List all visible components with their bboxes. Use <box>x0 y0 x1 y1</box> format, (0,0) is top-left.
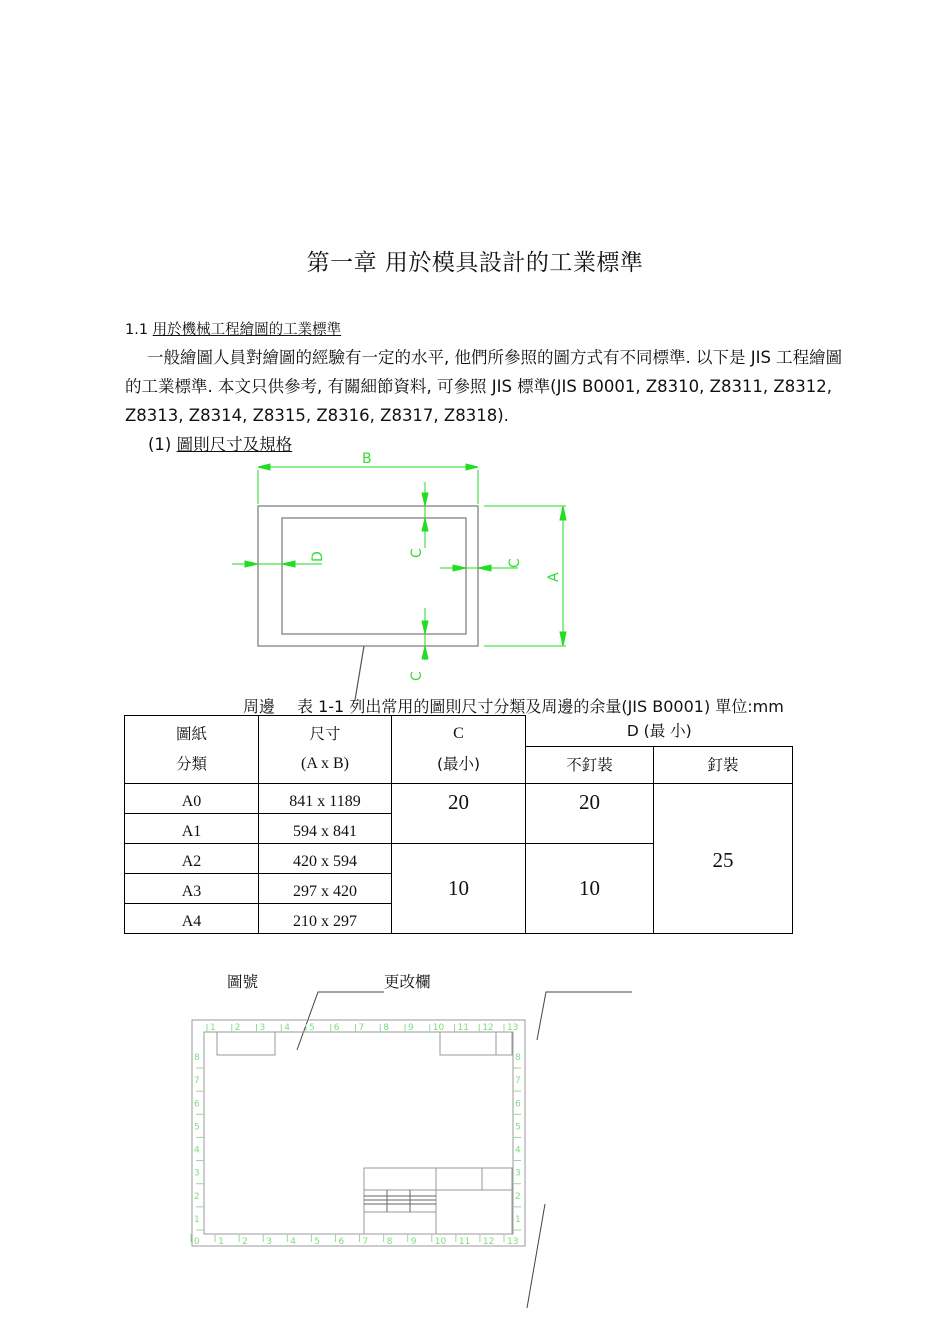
left-scale-label: 7 <box>194 1076 200 1087</box>
bottom-scale-label: 2 <box>242 1237 248 1247</box>
left-scale-label: 4 <box>194 1145 200 1156</box>
label-b: B <box>362 451 372 467</box>
section-number: 1.1 <box>125 322 149 338</box>
header-c: C (最小) <box>392 716 526 784</box>
right-scale-label: 7 <box>515 1076 521 1087</box>
outer-sheet-outline <box>258 506 478 646</box>
top-scale-label: 8 <box>383 1023 389 1033</box>
left-scale-label: 8 <box>194 1053 200 1063</box>
label-c-bottom: C <box>409 671 425 681</box>
top-scale-label: 11 <box>457 1023 469 1033</box>
table-cell-d-bound: 25 <box>654 783 793 933</box>
page-title: 第一章 用於模具設計的工業標準 <box>306 250 644 276</box>
left-scale-label: 2 <box>194 1191 200 1202</box>
bottom-scale-label: 1 <box>218 1237 224 1247</box>
leader-line-border <box>355 646 364 700</box>
left-scale-label: 3 <box>194 1168 200 1179</box>
right-scale-label: 2 <box>515 1191 521 1202</box>
bottom-scale-label: 0 <box>194 1237 200 1247</box>
header-d: D (最 小) <box>526 716 793 747</box>
right-scale-label: 6 <box>515 1099 521 1110</box>
top-scale-label: 6 <box>333 1023 340 1033</box>
bottom-scale-label: 13 <box>507 1237 519 1247</box>
table-cell-size: 594 x 841 <box>259 813 392 843</box>
top-scale-label: 7 <box>358 1023 365 1033</box>
bottom-scale-label: 6 <box>338 1237 345 1247</box>
right-scale-label: 3 <box>515 1168 521 1179</box>
top-scale-label: 4 <box>284 1023 290 1033</box>
bottom-scale-label: 10 <box>434 1237 447 1247</box>
label-c-top: C <box>409 548 425 558</box>
bottom-scale-label: 4 <box>290 1237 297 1247</box>
header-paper: 圖紙 分類 <box>125 716 259 784</box>
bottom-scale-label: 12 <box>482 1237 495 1247</box>
table-cell-c: 20 <box>392 783 526 843</box>
left-scale-label: 5 <box>194 1122 200 1133</box>
top-scale-label: 12 <box>482 1023 494 1033</box>
table-cell-size: 841 x 1189 <box>259 783 392 813</box>
top-scale-label: 9 <box>408 1023 414 1033</box>
left-scale-label: 6 <box>194 1099 200 1110</box>
inner-frame-outline <box>282 518 466 634</box>
caption-lead: 周邊 <box>243 697 276 716</box>
top-scale-label: 1 <box>210 1023 216 1033</box>
left-scale-label: 1 <box>194 1215 200 1225</box>
section-title: 用於機械工程繪圖的工業標準 <box>152 322 342 338</box>
label-a: A <box>546 572 562 582</box>
frame-outline <box>204 1032 513 1234</box>
top-scale-label: 2 <box>234 1023 241 1033</box>
drawing-frame-diagram <box>0 960 950 1344</box>
bottom-scale-label: 9 <box>410 1237 417 1247</box>
table-cell-d-unbound: 20 <box>526 783 654 843</box>
top-scale-label: 10 <box>432 1023 445 1033</box>
right-scale-label: 4 <box>515 1145 521 1156</box>
top-scale-label: 3 <box>259 1023 266 1033</box>
header-d-bound: 釘裝 <box>654 746 793 783</box>
paragraph-text: 一般繪圖人員對繪圖的經驗有一定的水平, 他們所參照的圖方式有不同標準. 以下是 JIS 工程繪圖的工業標準. 本文只供參考, 有關細節資料, 可參照 JIS 標準(JIS B0001, Z8310, Z8311, Z8312, Z8313, Z8314, Z8315, Z8316, Z8317, Z8318). <box>125 348 843 425</box>
top-scale-label: 5 <box>309 1023 315 1033</box>
label-drawing-number: 圖號 <box>227 973 259 991</box>
sheet-outline <box>192 1020 525 1246</box>
table-cell-c: 10 <box>392 843 526 933</box>
table-cell-paper: A3 <box>125 873 259 903</box>
label-revision-column: 更改欄 <box>384 973 431 991</box>
label-c-right: C <box>507 558 523 568</box>
bottom-scale-label: 8 <box>386 1237 393 1247</box>
header-d-unbound: 不釘裝 <box>526 746 654 783</box>
title-block <box>364 1168 512 1234</box>
revision-box <box>440 1032 512 1055</box>
header-size: 尺寸 (A x B) <box>259 716 392 784</box>
leader-line-drawing-number <box>297 992 384 1050</box>
right-scale-label: 8 <box>515 1053 521 1063</box>
caption-text: 表 1-1 列出常用的圖則尺寸分類及周邊的余量(JIS B0001) 單位:mm <box>297 697 784 716</box>
bottom-scale-label: 11 <box>458 1237 471 1247</box>
right-scale-label: 5 <box>515 1122 521 1133</box>
table-caption <box>243 694 784 717</box>
right-scale-label: 1 <box>515 1215 521 1225</box>
top-scale-label: 13 <box>507 1023 519 1033</box>
drawing-number-box <box>217 1032 275 1055</box>
table-cell-size: 297 x 420 <box>259 873 392 903</box>
table-cell-size: 420 x 594 <box>259 843 392 873</box>
subsection-number: (1) <box>148 435 172 454</box>
table-cell-paper: A1 <box>125 813 259 843</box>
label-d: D <box>310 551 326 562</box>
bottom-scale-label: 5 <box>314 1237 321 1247</box>
bottom-scale-label: 3 <box>266 1237 272 1247</box>
paper-size-table <box>124 715 793 934</box>
subsection-title: 圖則尺寸及規格 <box>176 435 293 454</box>
table-cell-paper: A0 <box>125 783 259 813</box>
table-cell-paper: A4 <box>125 903 259 933</box>
bottom-scale-label: 7 <box>362 1237 369 1247</box>
table-cell-paper: A2 <box>125 843 259 873</box>
table-cell-d-unbound: 10 <box>526 843 654 933</box>
table-cell-size: 210 x 297 <box>259 903 392 933</box>
leader-line-title-block <box>527 1204 545 1308</box>
leader-line-revision <box>537 992 632 1040</box>
